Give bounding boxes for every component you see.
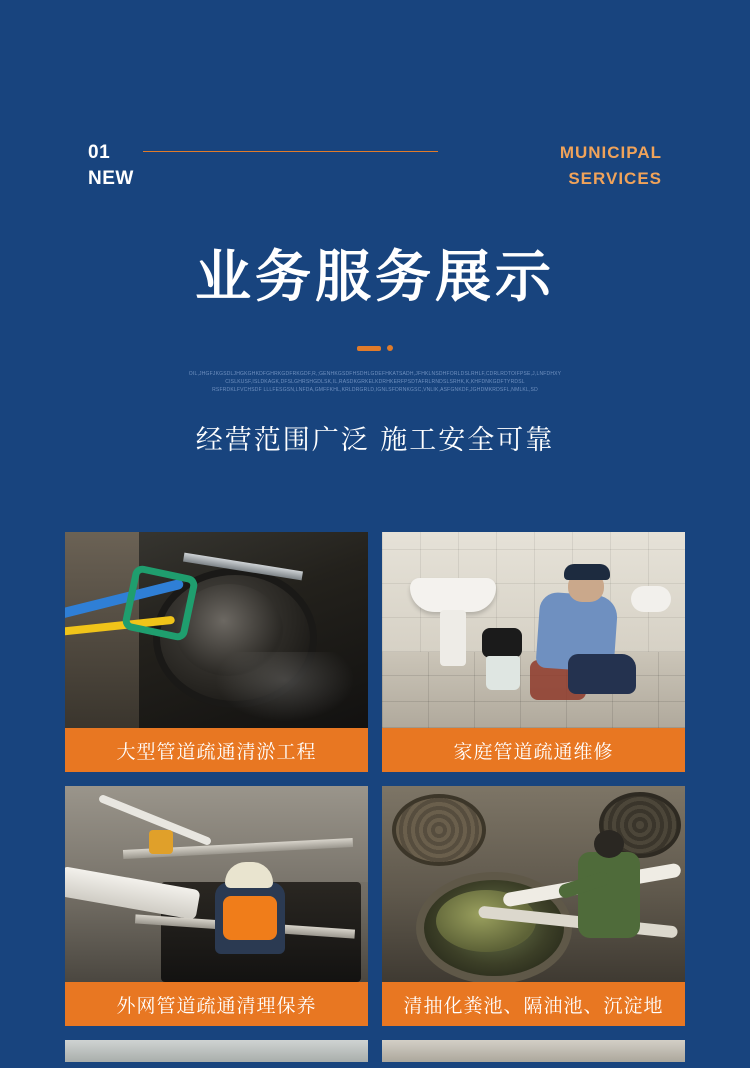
home-plumbing-repair-photo [382,532,685,728]
service-card-label: 大型管道疏通清淤工程 [65,728,368,772]
service-card-label: 外网管道疏通清理保养 [65,982,368,1026]
section-index-word: NEW [88,168,134,189]
decorative-micro-text [0,370,750,394]
pipe-dredging-photo [65,532,368,728]
service-card[interactable] [382,532,685,772]
partial-photo-right [382,1040,685,1062]
service-card-label: 家庭管道疏通维修 [382,728,685,772]
divider-bar-icon [357,346,381,351]
micro-text-line-1: OIL,JHGFJKGSDLJHGKGHKDFGHRKGDFRKGDF,R,;GENHKGSDFHSDHLGDEFHKATSADH,JFHKLNSDHFORLDSLRHLF,CDRLRDTOIFPSE,J,LNFDHXY [188,371,562,377]
service-card[interactable] [65,532,368,772]
micro-text-line-2: CISLKUSF,ISLDKAGK,DFSLGHRSHGDLSK,IL,RASDKGRKELKDRHKERFPSDTAFRLRNDSLSRHK,K,KHFDNKGDFTYRDSL [225,379,525,385]
service-card[interactable] [382,786,685,1026]
service-card[interactable] [65,786,368,1026]
page-title: 业务服务展示 [195,245,555,310]
service-card-label: 清抽化粪池、隔油池、沉淀地 [382,982,685,1026]
header-category-line2: SERVICES [568,169,662,188]
title-divider [0,343,750,353]
header-category-line1: MUNICIPAL [559,143,662,162]
septic-tank-pumping-photo [382,786,685,982]
micro-text-line-3: RSFRDKLFVCHSDF LLLFESGSN,LNFDA,GMFFKHL,KRLDRGRLD,IGNLSFDRNKGSC,VNLIK,ASFGNKDF,JGHDMKRDSFL,NMLKL,SD [212,387,538,393]
partial-photo-left [65,1040,368,1062]
service-card-grid [65,532,685,1062]
divider-dot-icon [387,345,393,351]
page-subtitle: 经营范围广泛 施工安全可靠 [195,425,555,456]
service-card-partial[interactable] [382,1040,685,1062]
section-index [88,140,134,192]
header-category [560,140,662,192]
external-pipe-cleaning-photo [65,786,368,982]
service-card-partial[interactable] [65,1040,368,1062]
section-index-number: 01 [88,142,111,163]
header [0,140,750,200]
header-divider-line [143,151,438,152]
